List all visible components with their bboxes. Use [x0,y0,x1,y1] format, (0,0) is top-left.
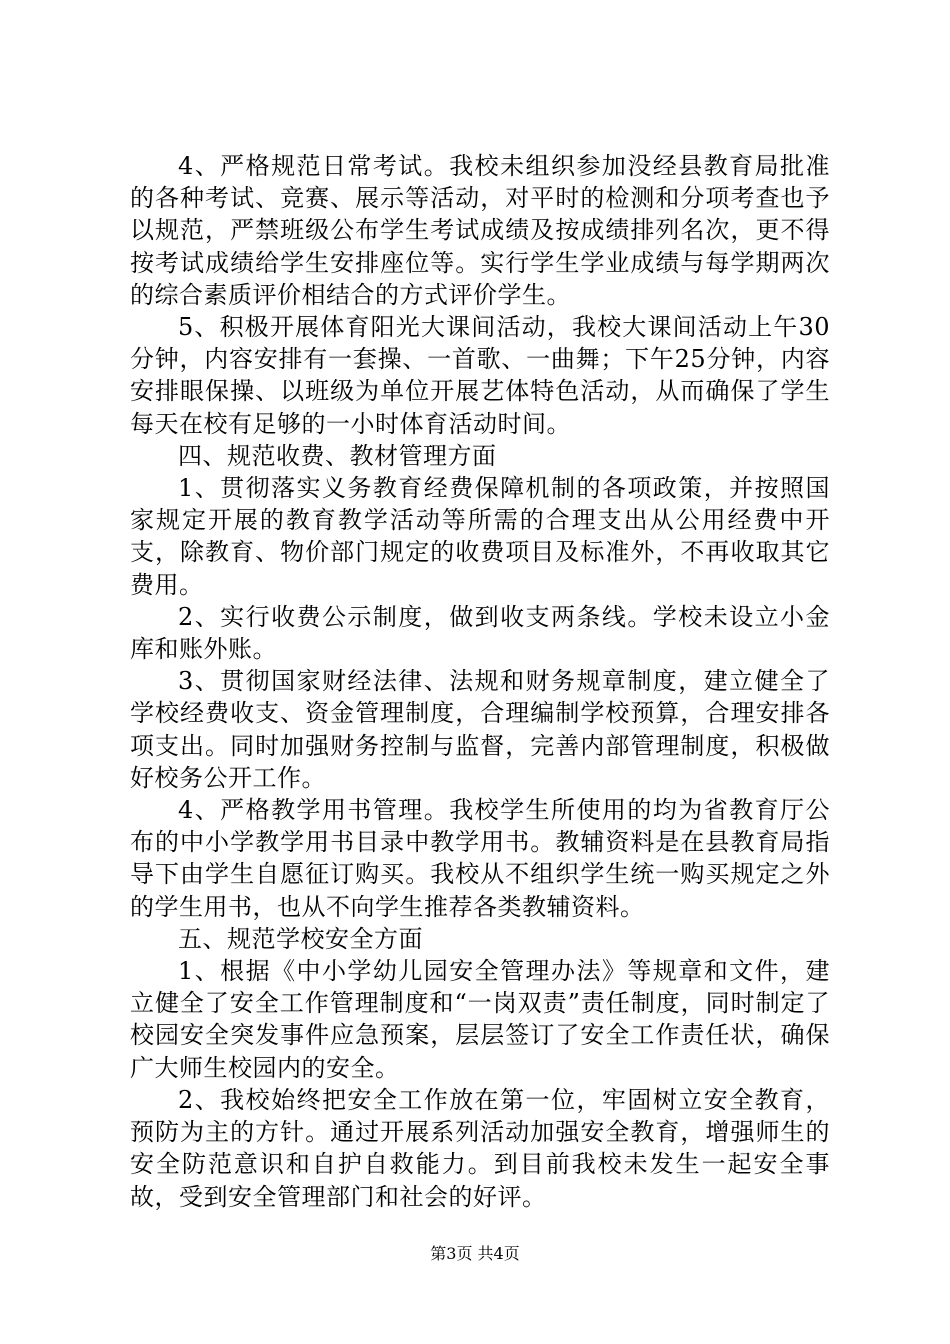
paragraph-safety-regulations: 1、根据《中小学幼儿园安全管理办法》等规章和文件，建立健全了安全工作管理制度和“一岗双责”责任制度，同时制定了校园安全突发事件应急预案，层层签订了安全工作责任状，确保广大师生校园内的安全。 [130,957,830,1082]
paragraph-sunshine-break: 5、积极开展体育阳光大课间活动，我校大课间活动上午30分钟，内容安排有一套操、一首歌、一曲舞；下午25分钟，内容安排眼保操、以班级为单位开展艺体特色活动，从而确保了学生每天在校有足够的一小时体育活动时间。 [130,313,830,438]
paragraph-exam-rules: 4、严格规范日常考试。我校未组织参加没经县教育局批准的各种考试、竞赛、展示等活动，对平时的检测和分项考查也予以规范，严禁班级公布学生考试成绩及按成绩排列名次，更不得按考试成绩给学生安排座位等。实行学生学业成绩与每学期两次的综合素质评价相结合的方式评价学生。 [130,152,830,309]
paragraph-textbook-management: 4、严格教学用书管理。我校学生所使用的均为省教育厅公布的中小学教学用书目录中教学用书。教辅资料是在县教育局指导下由学生自愿征订购买。我校从不组织学生统一购买规定之外的学生用书，也从不向学生推荐各类教辅资料。 [130,796,830,921]
document-body [130,150,830,1213]
page-number-footer: 第3页 共4页 [430,1244,520,1263]
paragraph-fee-disclosure: 2、实行收费公示制度，做到收支两条线。学校未设立小金库和账外账。 [130,602,830,664]
section-heading-fees-textbooks: 四、规范收费、教材管理方面 [178,441,497,470]
paragraph-funding-policy: 1、贯彻落实义务教育经费保障机制的各项政策，并按照国家规定开展的教育教学活动等所需的合理支出从公用经费中开支，除教育、物价部门规定的收费项目及标准外，不再收取其它费用。 [130,474,830,599]
section-heading-school-safety: 五、规范学校安全方面 [178,924,423,953]
paragraph-safety-education: 2、我校始终把安全工作放在第一位，牢固树立安全教育，预防为主的方针。通过开展系列活动加强安全教育，增强师生的安全防范意识和自护自救能力。到目前我校未发生一起安全事故，受到安全管理部门和社会的好评。 [130,1085,830,1211]
paragraph-finance-rules: 3、贯彻国家财经法律、法规和财务规章制度，建立健全了学校经费收支、资金管理制度，合理编制学校预算，合理安排各项支出。同时加强财务控制与监督，完善内部管理制度，积极做好校务公开工作。 [130,667,830,792]
